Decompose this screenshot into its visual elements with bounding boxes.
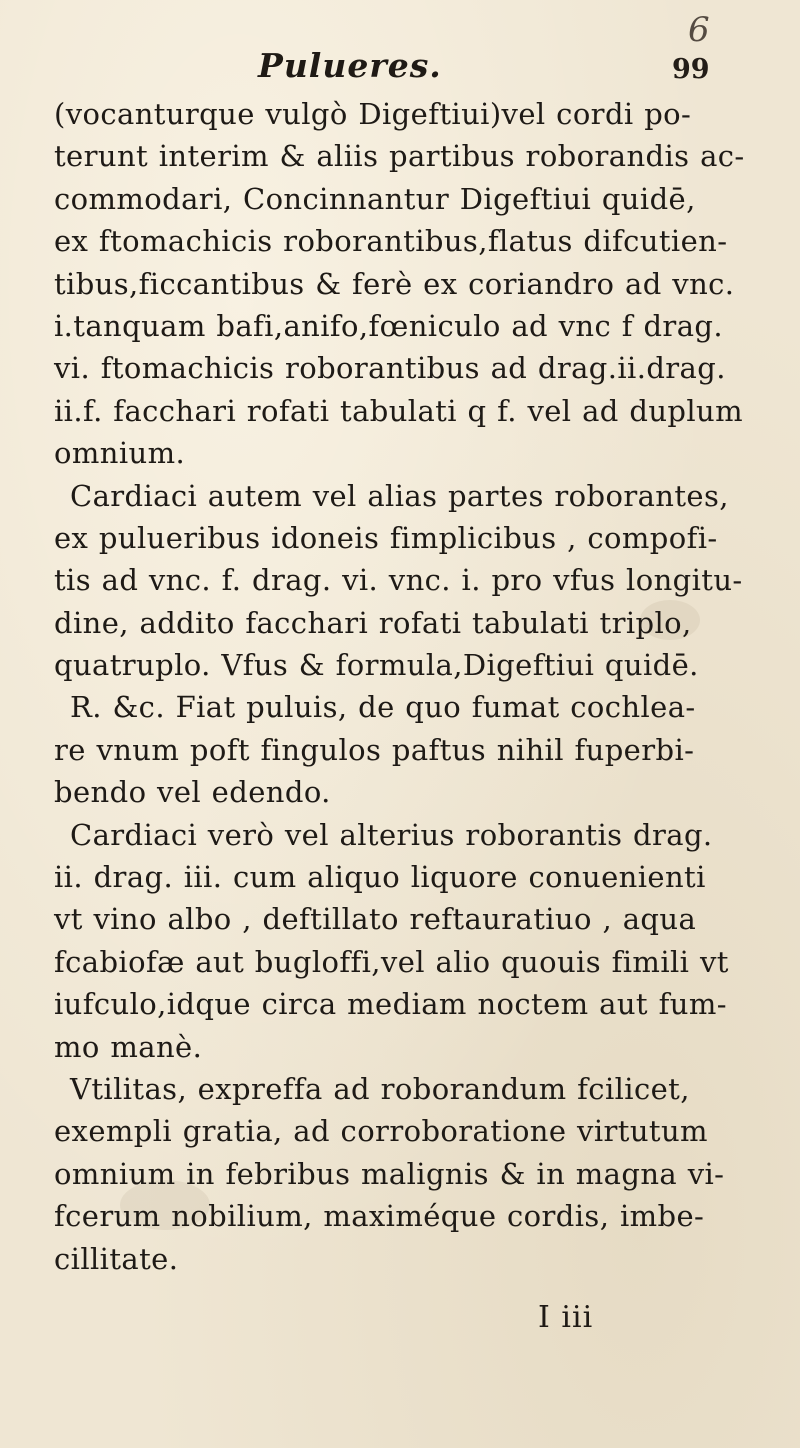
- text-line: re vnum poft fingulos paftus nihil fuperbi-: [54, 732, 695, 767]
- text-line: tibus,ficcantibus & ferè ex coriandro ad vnc.: [54, 266, 735, 301]
- text-line: dine, addito facchari rofati tabulati triplo,: [54, 605, 692, 640]
- text-line: R. &c. Fiat puluis, de quo fumat cochlea-: [70, 690, 696, 725]
- text-line: terunt interim & aliis partibus roborandis ac-: [54, 139, 745, 174]
- text-line: i.tanquam bafi,anifo,fœniculo ad vnc f drag.: [54, 308, 723, 343]
- page-number: 99: [672, 54, 710, 85]
- text-line: exempli gratia, ad corroboratione virtutum: [54, 1114, 708, 1149]
- text-line: fcerum nobilium, maximéque cordis, imbe-: [54, 1199, 705, 1234]
- text-line: fcabiofæ aut bugloffi,vel alio quouis fimili vt: [54, 944, 729, 979]
- text-line: ii.f. facchari rofati tabulati q f. vel ad duplum: [54, 393, 744, 428]
- text-line: bendo vel edendo.: [54, 775, 331, 810]
- text-line: mo manè.: [54, 1029, 203, 1064]
- text-line: iufculo,idque circa mediam noctem aut fum-: [54, 987, 727, 1022]
- signature-mark: I iii: [538, 1300, 594, 1335]
- text-line: vt vino albo , deftillato reftauratiuo , aqua: [54, 902, 697, 937]
- text-line: ii. drag. iii. cum aliquo liquore conuenienti: [54, 860, 706, 895]
- text-line: omnium.: [54, 436, 186, 471]
- text-line: vi. ftomachicis roborantibus ad drag.ii.drag.: [54, 351, 726, 386]
- text-line: quatruplo. Vfus & formula,Digeftiui quidē.: [54, 648, 699, 683]
- paragraph-start-line: Vtilitas, expreffa ad roborandum fcilicet,: [70, 1071, 690, 1106]
- text-line: (vocanturque vulgò Digeftiui)vel cordi po-: [54, 97, 692, 131]
- text-line: ex pulueribus idoneis fimplicibus , compofi-: [54, 520, 718, 555]
- paragraph-start-line: Cardiaci verò vel alterius roborantis drag.: [70, 817, 713, 852]
- paragraph-start-line: Cardiaci autem vel alias partes roborantes,: [70, 478, 729, 513]
- text-line: commodari, Concinnantur Digeftiui quidē,: [54, 181, 696, 216]
- text-line: cillitate.: [54, 1241, 179, 1276]
- text-line: omnium in febribus malignis & in magna vi-: [54, 1156, 725, 1191]
- body-text: [54, 93, 754, 1280]
- running-title: Pulueres.: [258, 46, 442, 85]
- text-line: tis ad vnc. f. drag. vi. vnc. i. pro vfus longitu-: [54, 563, 743, 598]
- folio-mark: 6: [688, 10, 710, 50]
- text-line: ex ftomachicis roborantibus,flatus difcutien-: [54, 224, 728, 259]
